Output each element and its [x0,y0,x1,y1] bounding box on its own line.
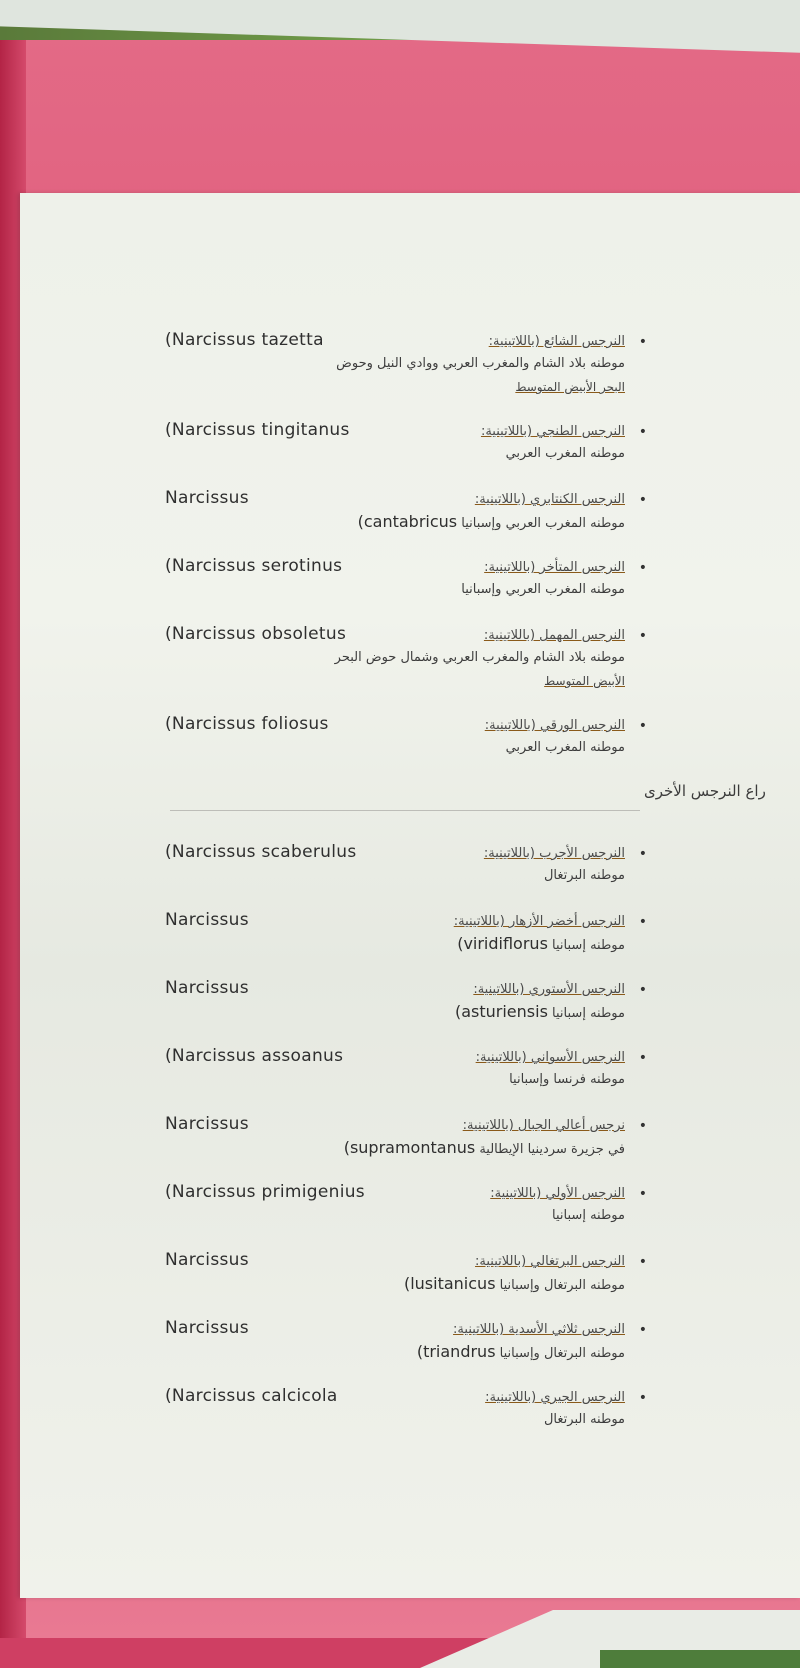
species-item [165,554,647,602]
species-name-row [165,418,625,442]
latin-name: Narcissus [165,1250,249,1270]
habitat-text: موطنه المغرب العربي وإسبانيا [461,582,625,597]
arabic-name-link[interactable]: النرجس ثلاثي الأسدية (باللاتينية: [453,1322,625,1337]
background-foliage-bottom [600,1650,800,1668]
species-item [165,1384,647,1432]
habitat-text: موطنه فرنسا وإسبانيا [509,1072,625,1087]
habitat-text: موطنه البرتغال وإسبانيا [499,1278,625,1293]
bullet-icon: • [638,982,647,998]
habitat-text: موطنه المغرب العربي [505,446,625,461]
species-item [165,1044,647,1092]
species-item [165,1316,647,1364]
arabic-name-link[interactable]: النرجس الورقي (باللاتينية: [484,718,625,733]
habitat-row [165,442,625,466]
section-divider [170,810,640,811]
section-heading: راع النرجس الأخرى [644,782,766,800]
latin-name: Narcissus [165,1318,249,1338]
species-list-common [165,328,647,780]
latin-name: (Narcissus obsoletus [165,624,347,644]
bullet-icon: • [638,1186,647,1202]
latin-name: Narcissus [165,1114,249,1134]
species-name-row [165,486,625,510]
species-name-row [165,908,625,932]
habitat-row [165,1204,625,1228]
habitat-text: موطنه المغرب العربي [505,740,625,755]
latin-name-continued: supramontanus) [343,1138,476,1157]
bullet-icon: • [638,1322,647,1338]
species-item [165,622,647,692]
latin-name: (Narcissus tingitanus [165,420,350,440]
arabic-name-link[interactable]: النرجس الشائع (باللاتينية: [488,334,625,349]
arabic-name-link[interactable]: النرجس الأولي (باللاتينية: [490,1186,625,1201]
habitat-row [165,932,625,956]
habitat-row [165,736,625,760]
bullet-icon: • [638,846,647,862]
species-name-row [165,1044,625,1068]
bullet-icon: • [638,424,647,440]
arabic-name-link[interactable]: نرجس أعالي الجبال (باللاتينية: [462,1118,625,1133]
habitat-row [165,578,625,602]
bullet-icon: • [638,560,647,576]
arabic-name-link[interactable]: النرجس الأستوري (باللاتينية: [473,982,625,997]
habitat-row [165,352,625,376]
habitat-row [165,1272,625,1296]
habitat-row [165,1000,625,1024]
habitat-row [165,1340,625,1364]
bullet-icon: • [638,492,647,508]
latin-name: (Narcissus primigenius [165,1182,365,1202]
species-name-row [165,554,625,578]
arabic-name-link[interactable]: النرجس المهمل (باللاتينية: [483,628,625,643]
bullet-icon: • [638,1390,647,1406]
habitat-row [165,1408,625,1432]
species-name-row [165,1248,625,1272]
species-item [165,976,647,1024]
arabic-name-link[interactable]: النرجس المتأخر (باللاتينية: [484,560,625,575]
arabic-name-link[interactable]: النرجس أخضر الأزهار (باللاتينية: [453,914,625,929]
species-item [165,486,647,534]
latin-name: (Narcissus scaberulus [165,842,357,862]
arabic-name-link[interactable]: النرجس الطنجي (باللاتينية: [480,424,625,439]
bullet-icon: • [638,914,647,930]
species-name-row [165,1384,625,1408]
species-list-other [165,840,647,1452]
habitat-row [165,510,625,534]
habitat-text: موطنه البرتغال [543,1412,625,1427]
habitat-row [165,1068,625,1092]
latin-name: Narcissus [165,910,249,930]
habitat-text: موطنه البرتغال وإسبانيا [499,1346,625,1361]
habitat-text: في جزيرة سردينيا الإيطالية [479,1142,625,1157]
species-item [165,908,647,956]
habitat-row [165,864,625,888]
arabic-name-link[interactable]: النرجس الأجرب (باللاتينية: [483,846,625,861]
habitat-text: موطنه إسبانيا [552,938,625,953]
arabic-name-link[interactable]: النرجس البرتغالي (باللاتينية: [475,1254,625,1269]
bullet-icon: • [638,1254,647,1270]
species-name-row [165,1316,625,1340]
species-item [165,418,647,466]
latin-name: (Narcissus calcicola [165,1386,338,1406]
latin-name-continued: lusitanicus) [403,1274,496,1293]
bullet-icon: • [638,1050,647,1066]
latin-name: (Narcissus serotinus [165,556,343,576]
species-name-row [165,840,625,864]
species-item [165,1112,647,1160]
species-name-row [165,328,625,352]
habitat-text: موطنه المغرب العربي وإسبانيا [461,516,625,531]
species-name-row [165,622,625,646]
latin-name-continued: cantabricus) [357,512,458,531]
arabic-name-link[interactable]: النرجس الجيري (باللاتينية: [485,1390,625,1405]
species-item [165,1248,647,1296]
species-item [165,1180,647,1228]
latin-name: Narcissus [165,488,249,508]
latin-name: (Narcissus assoanus [165,1046,344,1066]
habitat-text: موطنه بلاد الشام والمغرب العربي ووادي النيل وحوض [336,356,625,371]
habitat-row [165,1136,625,1160]
habitat-continued: الأبيض المتوسط [544,674,625,688]
species-item [165,840,647,888]
bullet-icon: • [638,1118,647,1134]
habitat-row [165,646,625,670]
habitat-text: موطنه إسبانيا [552,1208,625,1223]
latin-name: (Narcissus foliosus [165,714,329,734]
habitat-text: موطنه بلاد الشام والمغرب العربي وشمال حوض البحر [334,650,625,665]
habitat-text: موطنه إسبانيا [552,1006,625,1021]
species-name-row [165,976,625,1000]
species-name-row [165,1112,625,1136]
latin-name-continued: asturiensis) [454,1002,548,1021]
species-item [165,712,647,760]
bullet-icon: • [638,334,647,350]
habitat-text: موطنه البرتغال [543,868,625,883]
bullet-icon: • [638,718,647,734]
species-name-row [165,1180,625,1204]
habitat-continued: البحر الأبيض المتوسط [515,380,625,394]
species-name-row [165,712,625,736]
latin-name: (Narcissus tazetta [165,330,324,350]
arabic-name-link[interactable]: النرجس الكنتابري (باللاتينية: [474,492,625,507]
latin-name-continued: triandrus) [416,1342,496,1361]
bullet-icon: • [638,628,647,644]
latin-name-continued: viridiflorus) [457,934,548,953]
arabic-name-link[interactable]: النرجس الأسواني (باللاتينية: [475,1050,625,1065]
species-item [165,328,647,398]
latin-name: Narcissus [165,978,249,998]
